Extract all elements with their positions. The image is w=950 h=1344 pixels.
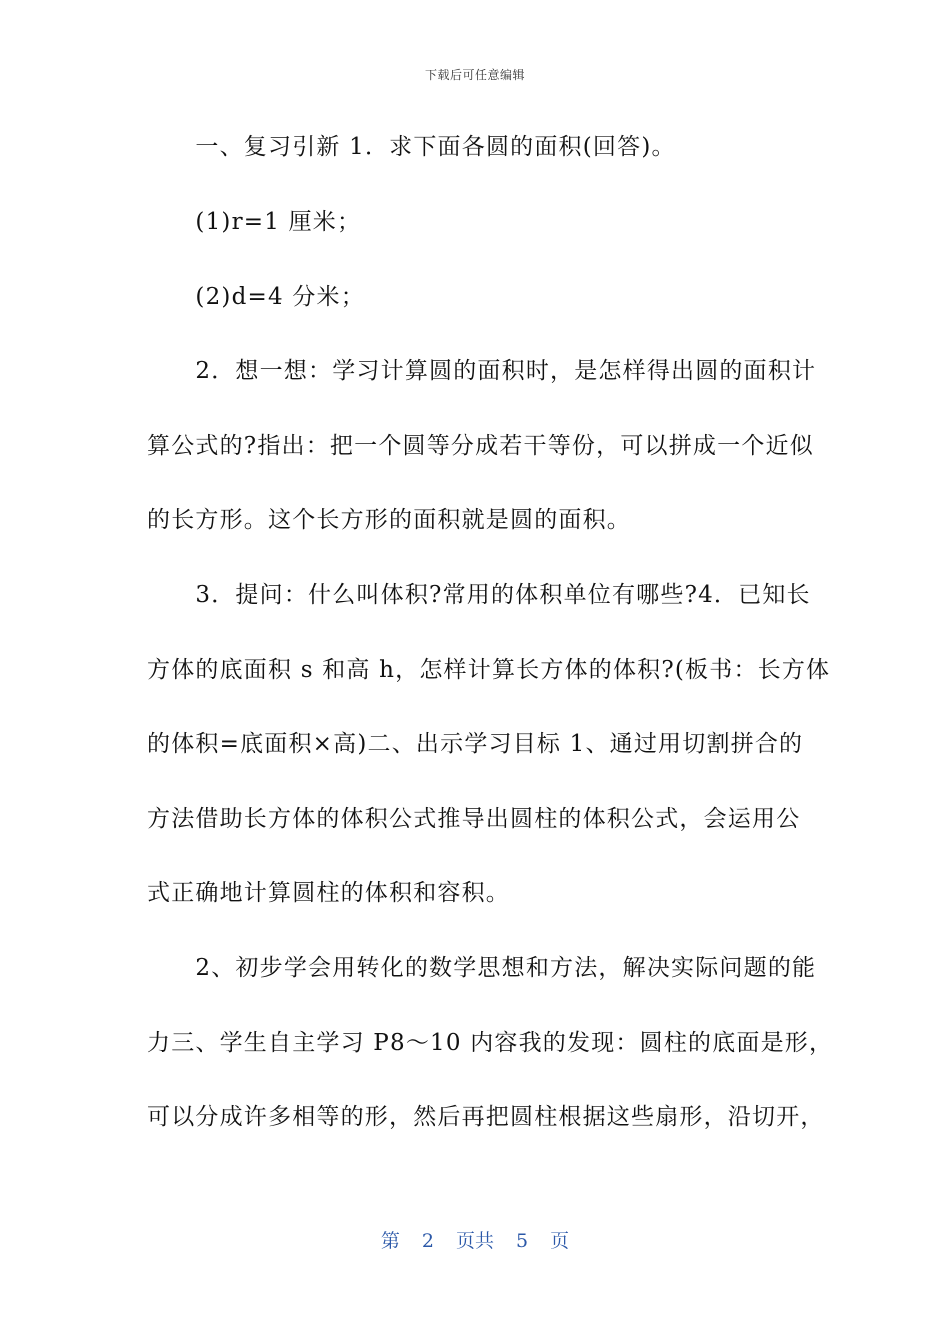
text-line: 算公式的?指出：把一个圆等分成若干等份，可以拼成一个近似	[147, 433, 814, 459]
text-line: 3．提问：什么叫体积?常用的体积单位有哪些?4．已知长	[147, 582, 811, 608]
text-line: 的体积=底面积×高)二、出示学习目标 1、通过用切割拼合的	[147, 731, 804, 757]
text-line: 一、复习引新 1．求下面各圆的面积(回答)。	[147, 134, 676, 160]
text-line: 方法借助长方体的体积公式推导出圆柱的体积公式，会运用公	[147, 806, 801, 832]
text-line: 2、初步学会用转化的数学思想和方法，解决实际问题的能	[147, 955, 817, 981]
text-line: 力三、学生自主学习 P8～10 内容我的发现：圆柱的底面是形，	[147, 1030, 834, 1056]
page-footer	[0, 1226, 950, 1253]
text-line: 的长方形。这个长方形的面积就是圆的面积。	[147, 507, 631, 533]
footer-page-number: 2	[421, 1230, 434, 1252]
footer-total-pages: 5	[516, 1230, 529, 1252]
text-line: 可以分成许多相等的形，然后再把圆柱根据这些扇形，沿切开，	[147, 1104, 825, 1130]
footer-prefix: 第	[380, 1230, 400, 1252]
footer-middle: 页共	[455, 1230, 494, 1252]
text-line: (1)r=1 厘米；	[147, 209, 362, 235]
text-line: (2)d=4 分米；	[147, 284, 365, 310]
page-header: 下载后可任意编辑	[424, 68, 525, 82]
text-line: 式正确地计算圆柱的体积和容积。	[147, 880, 510, 906]
footer-suffix: 页	[550, 1230, 570, 1252]
text-line: 方体的底面积 s 和高 h，怎样计算长方体的体积?(板书：长方体	[147, 657, 831, 683]
text-line: 2．想一想：学习计算圆的面积时，是怎样得出圆的面积计	[147, 358, 817, 384]
